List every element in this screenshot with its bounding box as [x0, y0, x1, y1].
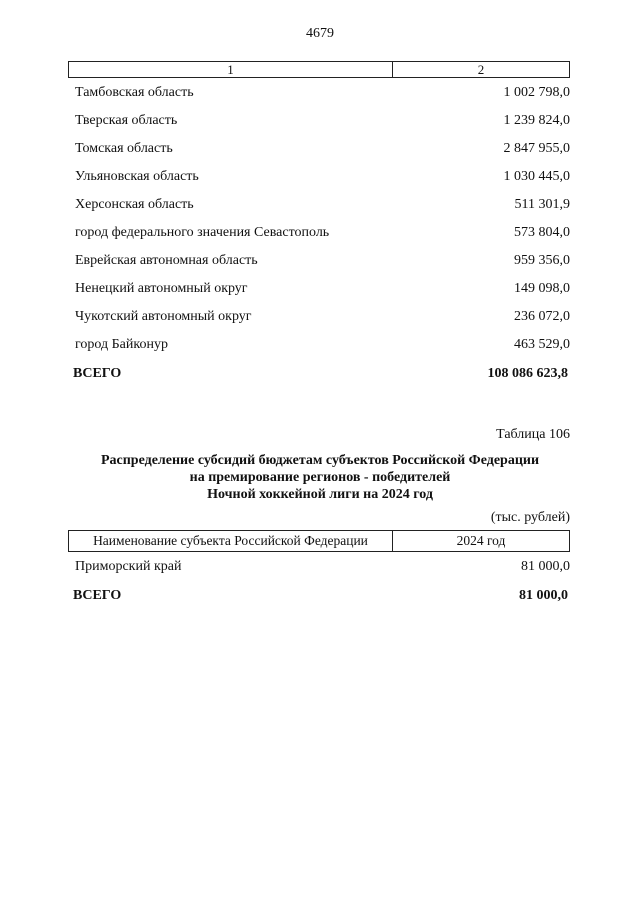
total-value: 108 086 623,8 — [487, 366, 568, 381]
page-number: 4679 — [306, 26, 334, 41]
table2-title — [0, 452, 640, 503]
total-value: 81 000,0 — [519, 588, 568, 603]
region-value: 959 356,0 — [514, 253, 570, 268]
table-row — [75, 558, 570, 576]
region-value: 2 847 955,0 — [503, 141, 570, 156]
table-row — [75, 140, 570, 158]
region-value: 463 529,0 — [514, 337, 570, 352]
table-row — [75, 280, 570, 298]
title-line: Распределение субсидий бюджетам субъектов Российской Федерации — [100, 453, 540, 468]
region-name: Тамбовская область — [75, 85, 194, 100]
region-name: город Байконур — [75, 337, 168, 352]
region-name: Тверская область — [75, 113, 178, 128]
table-row — [75, 196, 570, 214]
table-row — [75, 252, 570, 270]
region-name: Чукотский автономный округ — [75, 309, 252, 324]
region-value: 81 000,0 — [521, 559, 570, 574]
table-row — [75, 112, 570, 130]
title-line: Ночной хоккейной лиги на 2024 год — [207, 487, 433, 502]
table2-header-col2: 2024 год — [456, 533, 506, 548]
table1-column-header — [68, 61, 570, 78]
table-row — [75, 84, 570, 102]
table2-header-col1: Наименование субъекта Российской Федерации — [69, 531, 393, 551]
region-name: город федерального значения Севастополь — [75, 225, 330, 240]
table2-column-header — [68, 530, 570, 552]
table1-total-row — [73, 365, 568, 383]
table2-total-row — [73, 587, 568, 605]
region-name: Еврейская автономная область — [75, 253, 258, 268]
region-value: 1 002 798,0 — [503, 85, 570, 100]
table-row — [75, 168, 570, 186]
region-name: Ненецкий автономный округ — [75, 281, 248, 296]
total-label: ВСЕГО — [73, 588, 122, 603]
region-value: 1 239 824,0 — [503, 113, 570, 128]
units-label: (тыс. рублей) — [490, 510, 570, 525]
region-value: 573 804,0 — [514, 225, 570, 240]
region-value: 149 098,0 — [514, 281, 570, 296]
table-row — [75, 224, 570, 242]
region-name: Приморский край — [75, 559, 182, 574]
region-name: Томская область — [75, 141, 173, 156]
table-number-label: Таблица 106 — [496, 427, 570, 442]
table-row — [75, 336, 570, 354]
region-name: Ульяновская область — [75, 169, 199, 184]
table1-header-col2: 2 — [477, 62, 485, 77]
region-value: 236 072,0 — [514, 309, 570, 324]
region-value: 1 030 445,0 — [503, 169, 570, 184]
table1-header-col1: 1 — [69, 62, 393, 77]
region-value: 511 301,9 — [514, 197, 570, 212]
table-row — [75, 308, 570, 326]
region-name: Херсонская область — [75, 197, 194, 212]
total-label: ВСЕГО — [73, 366, 122, 381]
title-line: на премирование регионов - победителей — [189, 470, 451, 485]
